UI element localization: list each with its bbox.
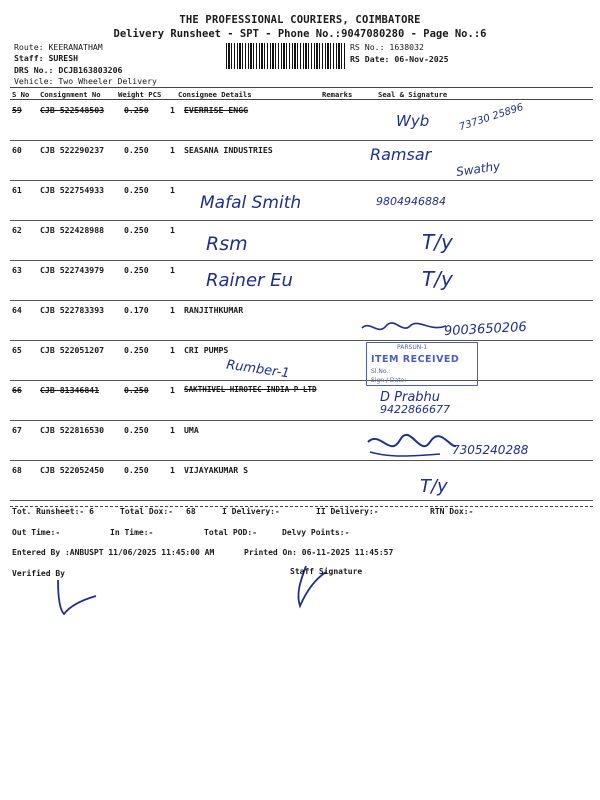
- handwritten-signature: T/y: [422, 267, 453, 291]
- handwritten-phone: 9804946884: [376, 195, 446, 208]
- table-row: [10, 261, 593, 301]
- row-pcs: 1: [170, 185, 175, 195]
- rs-date: RS Date: 06-Nov-2025: [350, 54, 449, 64]
- handwritten-signature: Wyb: [396, 112, 430, 130]
- row-weight: 0.250: [124, 425, 149, 435]
- in-time-label: In Time:-: [110, 528, 154, 537]
- row-weight: 0.250: [124, 185, 149, 195]
- row-weight: 0.250: [124, 145, 149, 155]
- row-consignee: UMA: [184, 425, 199, 435]
- staff-label: Staff: SURESH: [14, 53, 79, 63]
- entered-by: Entered By :ANBUSPT 11/06/2025 11:45:00 AM: [12, 548, 215, 557]
- row-pcs: 1: [170, 225, 175, 235]
- row-sno: 60: [12, 145, 22, 155]
- row-sno: 59: [12, 105, 22, 115]
- row-sno: 61: [12, 185, 22, 195]
- row-pcs: 1: [170, 385, 175, 395]
- table-row: [10, 381, 593, 421]
- row-weight: 0.250: [124, 105, 149, 115]
- verified-signature-scribble: [52, 578, 102, 618]
- table-row: [10, 221, 593, 261]
- item-received-stamp: [366, 342, 478, 386]
- staff-signature-label: Staff Signature: [290, 567, 363, 576]
- stamp-line-sign-date: Sign / Date:: [371, 377, 407, 384]
- table-row: [10, 181, 593, 221]
- row-sno: 67: [12, 425, 22, 435]
- row-sno: 66: [12, 385, 22, 395]
- delivery-points-label: Delvy Points:-: [282, 528, 350, 537]
- footer-rule: [10, 506, 593, 507]
- total-dox-value: 68: [186, 507, 196, 516]
- row-divider: [10, 500, 593, 501]
- handwritten-signature: Ramsar: [370, 145, 432, 164]
- row-pcs: 1: [170, 425, 175, 435]
- handwritten-signature: T/y: [422, 230, 453, 254]
- row-consignee: RANJITHKUMAR: [184, 305, 244, 315]
- row-sno: 62: [12, 225, 22, 235]
- vehicle-label: Vehicle: Two Wheeler Delivery: [14, 76, 157, 86]
- signature-scribble: [360, 428, 460, 464]
- row-pcs: 1: [170, 265, 175, 275]
- col-seal-signature: Seal & Signature: [378, 90, 448, 99]
- row-consignment: CJB 522743979: [40, 265, 105, 275]
- col-sno: S No: [12, 90, 30, 99]
- row-consignment: CJB 522428988: [40, 225, 105, 235]
- row-sno: 64: [12, 305, 22, 315]
- handwritten-number: 73730 25896: [457, 101, 525, 134]
- first-delivery-label: I Delivery:-: [222, 507, 280, 516]
- second-delivery-label: II Delivery:-: [316, 507, 379, 516]
- row-pcs: 1: [170, 145, 175, 155]
- company-title: THE PROFESSIONAL COURIERS, COIMBATORE: [179, 14, 421, 26]
- row-sno: 65: [12, 345, 22, 355]
- total-pod-label: Total POD:-: [204, 528, 257, 537]
- row-consignment: CJB 522816530: [40, 425, 105, 435]
- row-weight: 0.250: [124, 385, 149, 395]
- route-label: Route: KEERANATHAM: [14, 42, 103, 52]
- row-pcs: 1: [170, 305, 175, 315]
- total-dox-label: Total Dox:-: [120, 507, 173, 516]
- table-row: [10, 141, 593, 181]
- row-consignee: SAKTHIVEL HIROTEC INDIA P LTD: [184, 385, 317, 394]
- row-consignee: SEASANA INDUSTRIES: [184, 145, 273, 155]
- row-pcs: 1: [170, 105, 175, 115]
- col-consignee: Consignee Details: [178, 90, 252, 99]
- table-header-rule: [10, 99, 593, 100]
- row-consignment: CJB 522754933: [40, 185, 105, 195]
- handwritten-name: Rsm: [206, 233, 248, 255]
- total-runsheet: Tot. Runsheet:- 6: [12, 507, 94, 516]
- col-consignment: Consignment No: [40, 90, 101, 99]
- handwritten-name: Rainer Eu: [206, 270, 293, 291]
- row-weight: 0.250: [124, 225, 149, 235]
- stamp-main-text: ITEM RECEIVED: [371, 354, 460, 365]
- handwritten-name: Rumber-1: [225, 357, 291, 382]
- row-consignment: CJB 522548503: [40, 105, 105, 115]
- stamp-top-text: PARSUN-1: [397, 344, 428, 351]
- runsheet-subtitle: Delivery Runsheet - SPT - Phone No.:9047080280 - Page No.:6: [113, 28, 487, 40]
- handwritten-signature: D Prabhu: [380, 390, 441, 405]
- handwritten-signature: T/y: [420, 476, 448, 497]
- barcode-image: [226, 43, 346, 69]
- out-time-label: Out Time:-: [12, 528, 61, 537]
- table-row: [10, 341, 593, 381]
- row-pcs: 1: [170, 345, 175, 355]
- row-weight: 0.170: [124, 305, 149, 315]
- table-top-rule: [10, 87, 593, 88]
- row-consignee: VIJAYAKUMAR S: [184, 465, 249, 475]
- row-consignment: CJB 522052450: [40, 465, 105, 475]
- table-row: [10, 461, 593, 501]
- row-consignment: CJB 522290237: [40, 145, 105, 155]
- handwritten-name: Mafal Smith: [200, 193, 302, 213]
- row-consignee: CRI PUMPS: [184, 345, 229, 355]
- row-pcs: 1: [170, 465, 175, 475]
- signature-scribble: [360, 318, 450, 338]
- handwritten-signature: Swathy: [455, 158, 501, 180]
- col-remarks: Remarks: [322, 90, 353, 99]
- drs-number: DRS No.: DCJB163803206: [14, 65, 123, 75]
- stamp-line-sl-no: Sl.No.:: [371, 368, 391, 375]
- handwritten-phone: 7305240288: [452, 443, 529, 457]
- return-dox-label: RTN Dox:-: [430, 507, 474, 516]
- rs-number: RS No.: 1638032: [350, 42, 424, 52]
- col-weight-pcs: Weight PCS: [118, 90, 162, 99]
- row-sno: 63: [12, 265, 22, 275]
- row-consignee: EVERRISE ENGG: [184, 105, 249, 115]
- verified-by-label: Verified By: [12, 569, 65, 578]
- row-weight: 0.250: [124, 345, 149, 355]
- row-consignment: CJB 522051207: [40, 345, 105, 355]
- row-consignment: CJB 81346841: [40, 385, 100, 395]
- row-sno: 68: [12, 465, 22, 475]
- row-weight: 0.250: [124, 265, 149, 275]
- handwritten-phone: 9003650206: [443, 319, 528, 340]
- row-consignment: CJB 522783393: [40, 305, 105, 315]
- row-weight: 0.250: [124, 465, 149, 475]
- handwritten-phone: 9422866677: [380, 403, 450, 416]
- printed-on: Printed On: 06-11-2025 11:45:57: [244, 548, 394, 557]
